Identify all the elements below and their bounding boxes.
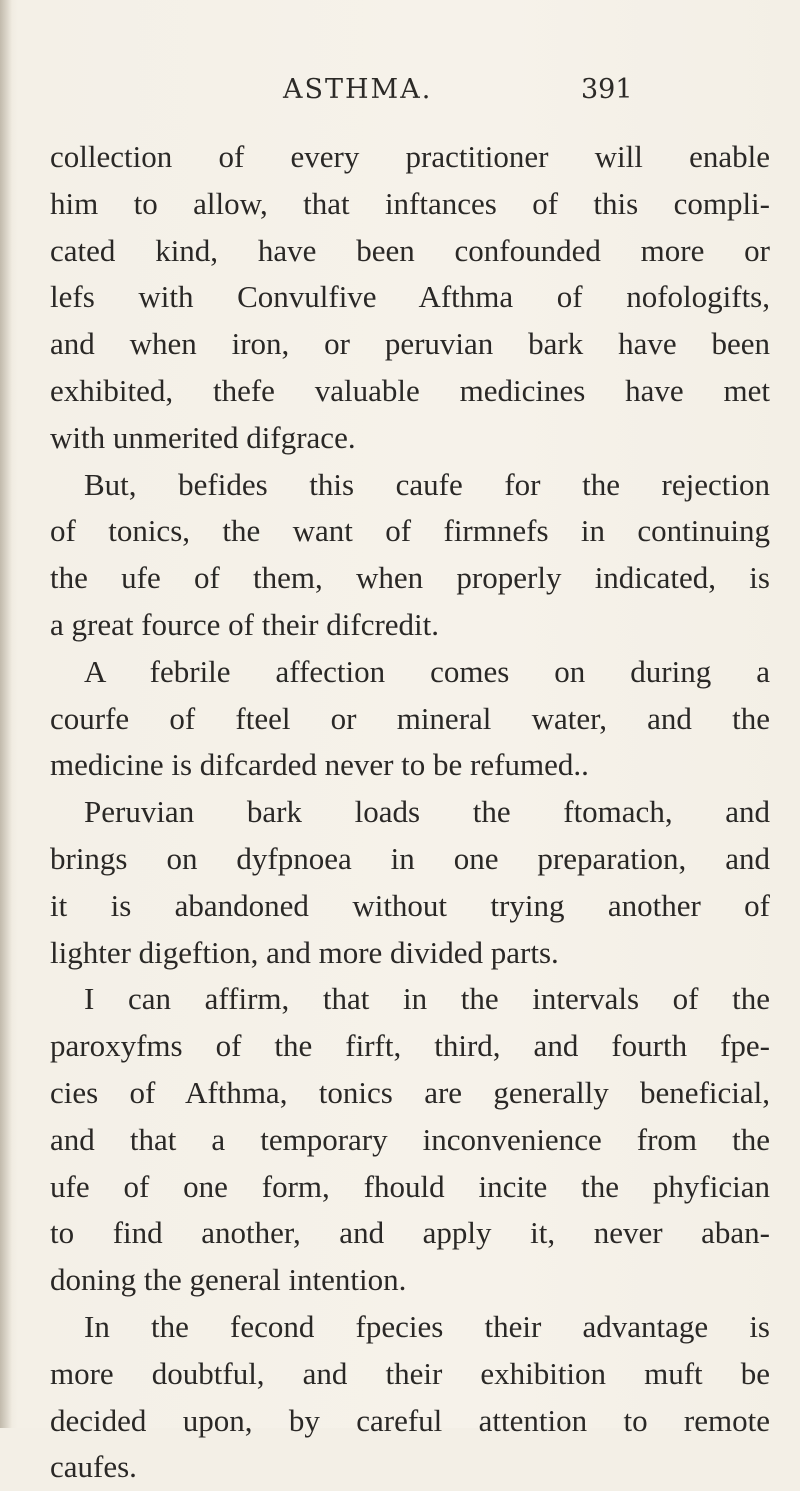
- text-line: lighter digeftion, and more divided parts.: [50, 934, 559, 970]
- text-line: and that a temporary inconvenience from the: [50, 1121, 770, 1157]
- page-number: 391: [581, 74, 633, 105]
- binding-shadow: [0, 0, 12, 1428]
- text-line: paroxyfms of the firft, third, and fourth fpe-: [50, 1028, 770, 1064]
- text-line: ufe of one form, fhould incite the phyfician: [50, 1168, 770, 1204]
- page-header: [0, 74, 800, 118]
- text-line: the ufe of them, when properly indicated, is: [50, 560, 770, 596]
- text-line: medicine is difcarded never to be refumed..: [50, 747, 589, 783]
- text-line: brings on dyfpnoea in one preparation, and: [50, 840, 770, 876]
- text-line: with unmerited difgrace.: [50, 419, 356, 455]
- text-line: But, befides this caufe for the rejection: [84, 466, 770, 502]
- body-text: [50, 134, 770, 1491]
- text-line: doning the general intention.: [50, 1262, 407, 1298]
- text-line: more doubtful, and their exhibition muft be: [50, 1355, 770, 1391]
- text-line: him to allow, that inftances of this compli-: [50, 185, 770, 221]
- text-line: to find another, and apply it, never aban-: [50, 1215, 770, 1251]
- text-line: courfe of fteel or mineral water, and the: [50, 700, 770, 736]
- text-line: exhibited, thefe valuable medicines have met: [50, 372, 770, 408]
- text-line: cated kind, have been confounded more or: [50, 232, 770, 268]
- text-line: caufes.: [50, 1449, 137, 1485]
- text-line: and when iron, or peruvian bark have been: [50, 326, 770, 362]
- text-line: of tonics, the want of firmnefs in continuing: [50, 513, 770, 549]
- text-line: In the fecond fpecies their advantage is: [84, 1308, 770, 1344]
- text-line: decided upon, by careful attention to remote: [50, 1402, 770, 1438]
- text-line: lefs with Convulfive Afthma of nofologifts,: [50, 279, 770, 315]
- text-line: collection of every practitioner will enable: [50, 139, 770, 174]
- text-line: cies of Afthma, tonics are generally beneficial,: [50, 1074, 770, 1110]
- text-line: a great fource of their difcredit.: [50, 606, 440, 642]
- text-line: it is abandoned without trying another of: [50, 887, 770, 923]
- text-line: A febrile affection comes on during a: [84, 653, 770, 689]
- running-title: ASTHMA.: [283, 74, 433, 105]
- text-line: Peruvian bark loads the ftomach, and: [84, 794, 770, 830]
- text-line: I can affirm, that in the intervals of the: [84, 981, 770, 1017]
